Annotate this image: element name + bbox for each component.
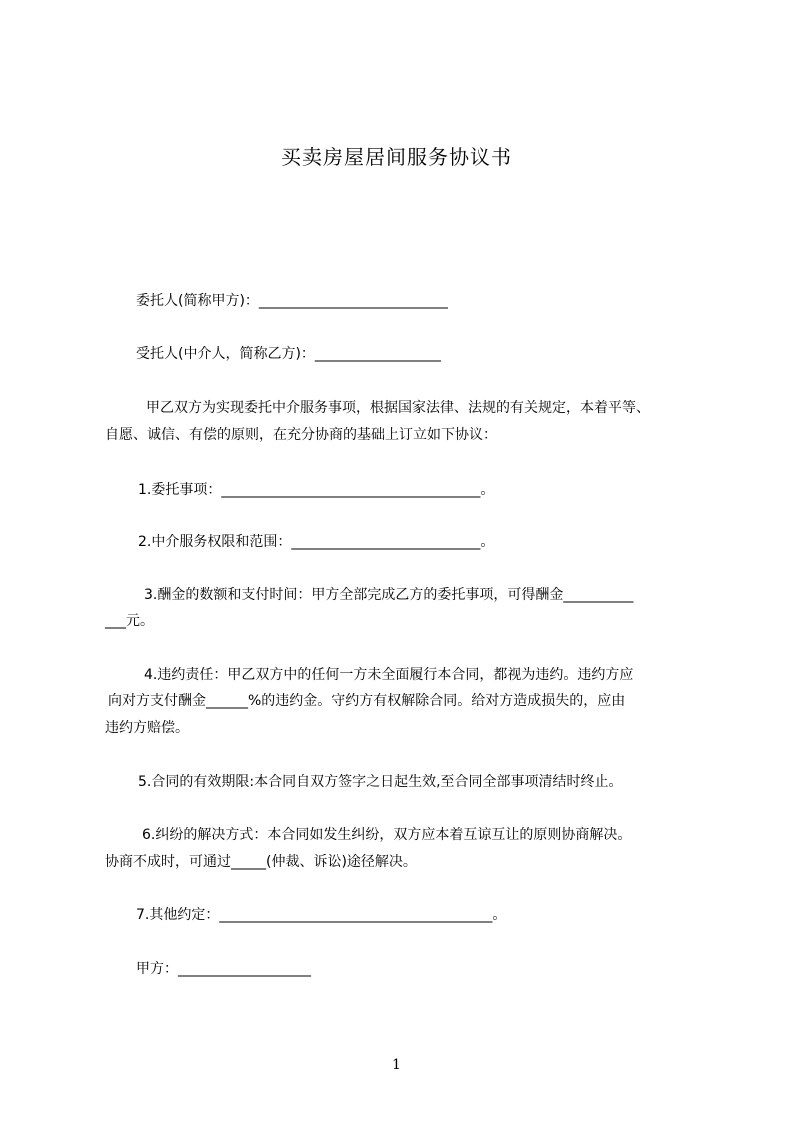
preamble-line-1: 甲乙双方为实现委托中介服务事项，根据国家法律、法规的有关规定，本着平等、 (146, 400, 650, 416)
clause-5-validity: 5.合同的有效期限:本合同自双方签字之日起生效,至合同全部事项清结时终止。 (138, 774, 623, 790)
clause-2-service-scope: 2.中介服务权限和范围：___________________________。 (138, 534, 495, 550)
agent-party-line: 受托人(中介人，简称乙方)：__________________ (136, 346, 441, 362)
party-a-signature-line: 甲方：___________________ (136, 961, 311, 977)
preamble-line-2: 自愿、诚信、有偿的原则，在充分协商的基础上订立如下协议： (105, 427, 497, 443)
clause-7-other: 7.其他约定：_______________________________________。 (136, 907, 507, 923)
page-number: 1 (392, 1057, 401, 1073)
clause-4-breach-line-3: 违约方赔偿。 (105, 720, 189, 736)
clause-6-dispute-line-2: 协商不成时，可通过_____(仲裁、诉讼)途径解决。 (105, 854, 417, 870)
clause-1-entrusted-matters: 1.委托事项：_____________________________________。 (138, 482, 495, 498)
clause-4-breach-line-2: 向对方支付酬金______%的违约金。守约方有权解除合同。给对方造成损失的，应由 (108, 693, 626, 709)
clause-3-remuneration-line-2: ___元。 (105, 613, 154, 629)
clause-6-dispute-line-1: 6.纠纷的解决方式：本合同如发生纠纷，双方应本着互谅互让的原则协商解决。 (142, 827, 632, 843)
client-party-line: 委托人(简称甲方)：___________________________ (136, 293, 448, 309)
document-title: 买卖房屋居间服务协议书 (281, 145, 512, 169)
clause-3-remuneration-line-1: 3.酬金的数额和支付时间：甲方全部完成乙方的委托事项，可得酬金__________ (144, 587, 634, 603)
clause-4-breach-line-1: 4.违约责任：甲乙双方中的任何一方未全面履行本合同，都视为违约。违约方应 (144, 667, 634, 683)
